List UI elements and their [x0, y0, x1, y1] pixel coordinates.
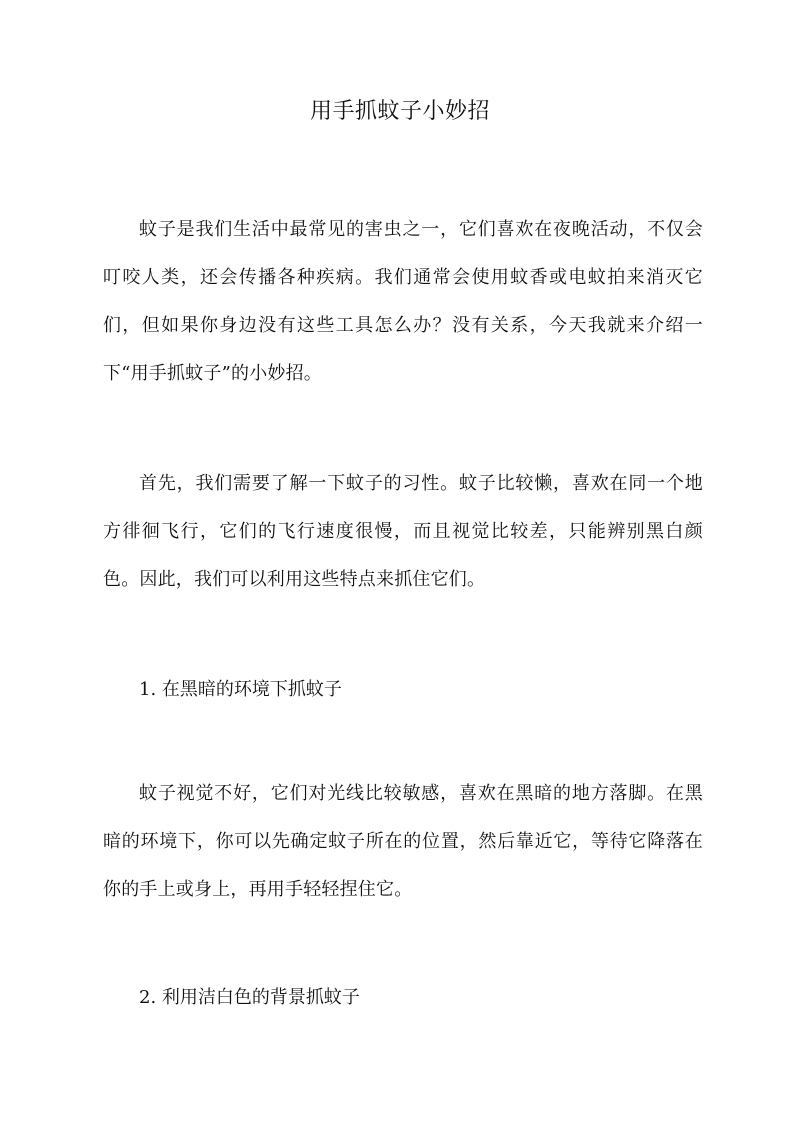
paragraph-habits: 首先，我们需要了解一下蚊子的习性。蚊子比较懒，喜欢在同一个地方徘徊飞行，它们的飞行速度很慢，而且视觉比较差，只能辨别黑白颜色。因此，我们可以利用这些特点来抓住它们。 — [103, 473, 703, 590]
page-title: 用手抓蚊子小妙招 — [309, 99, 490, 124]
paragraph-dark-method: 蚊子视觉不好，它们对光线比较敏感，喜欢在黑暗的地方落脚。在黑暗的环境下，你可以先确定蚊子所在的位置，然后靠近它，等待它降落在你的手上或身上，再用手轻轻捏住它。 — [103, 783, 703, 900]
section-heading-dark: 1. 在黑暗的环境下抓蚊子 — [139, 679, 342, 700]
paragraph-intro: 蚊子是我们生活中最常见的害虫之一，它们喜欢在夜晚活动，不仅会叮咬人类，还会传播各种疾病。我们通常会使用蚊香或电蚊拍来消灭它们，但如果你身边没有这些工具怎么办？没有关系，今天我就来介绍一下“用手抓蚊子”的小妙招。 — [103, 219, 703, 384]
section-heading-white-background: 2. 利用洁白色的背景抓蚊子 — [139, 987, 360, 1008]
